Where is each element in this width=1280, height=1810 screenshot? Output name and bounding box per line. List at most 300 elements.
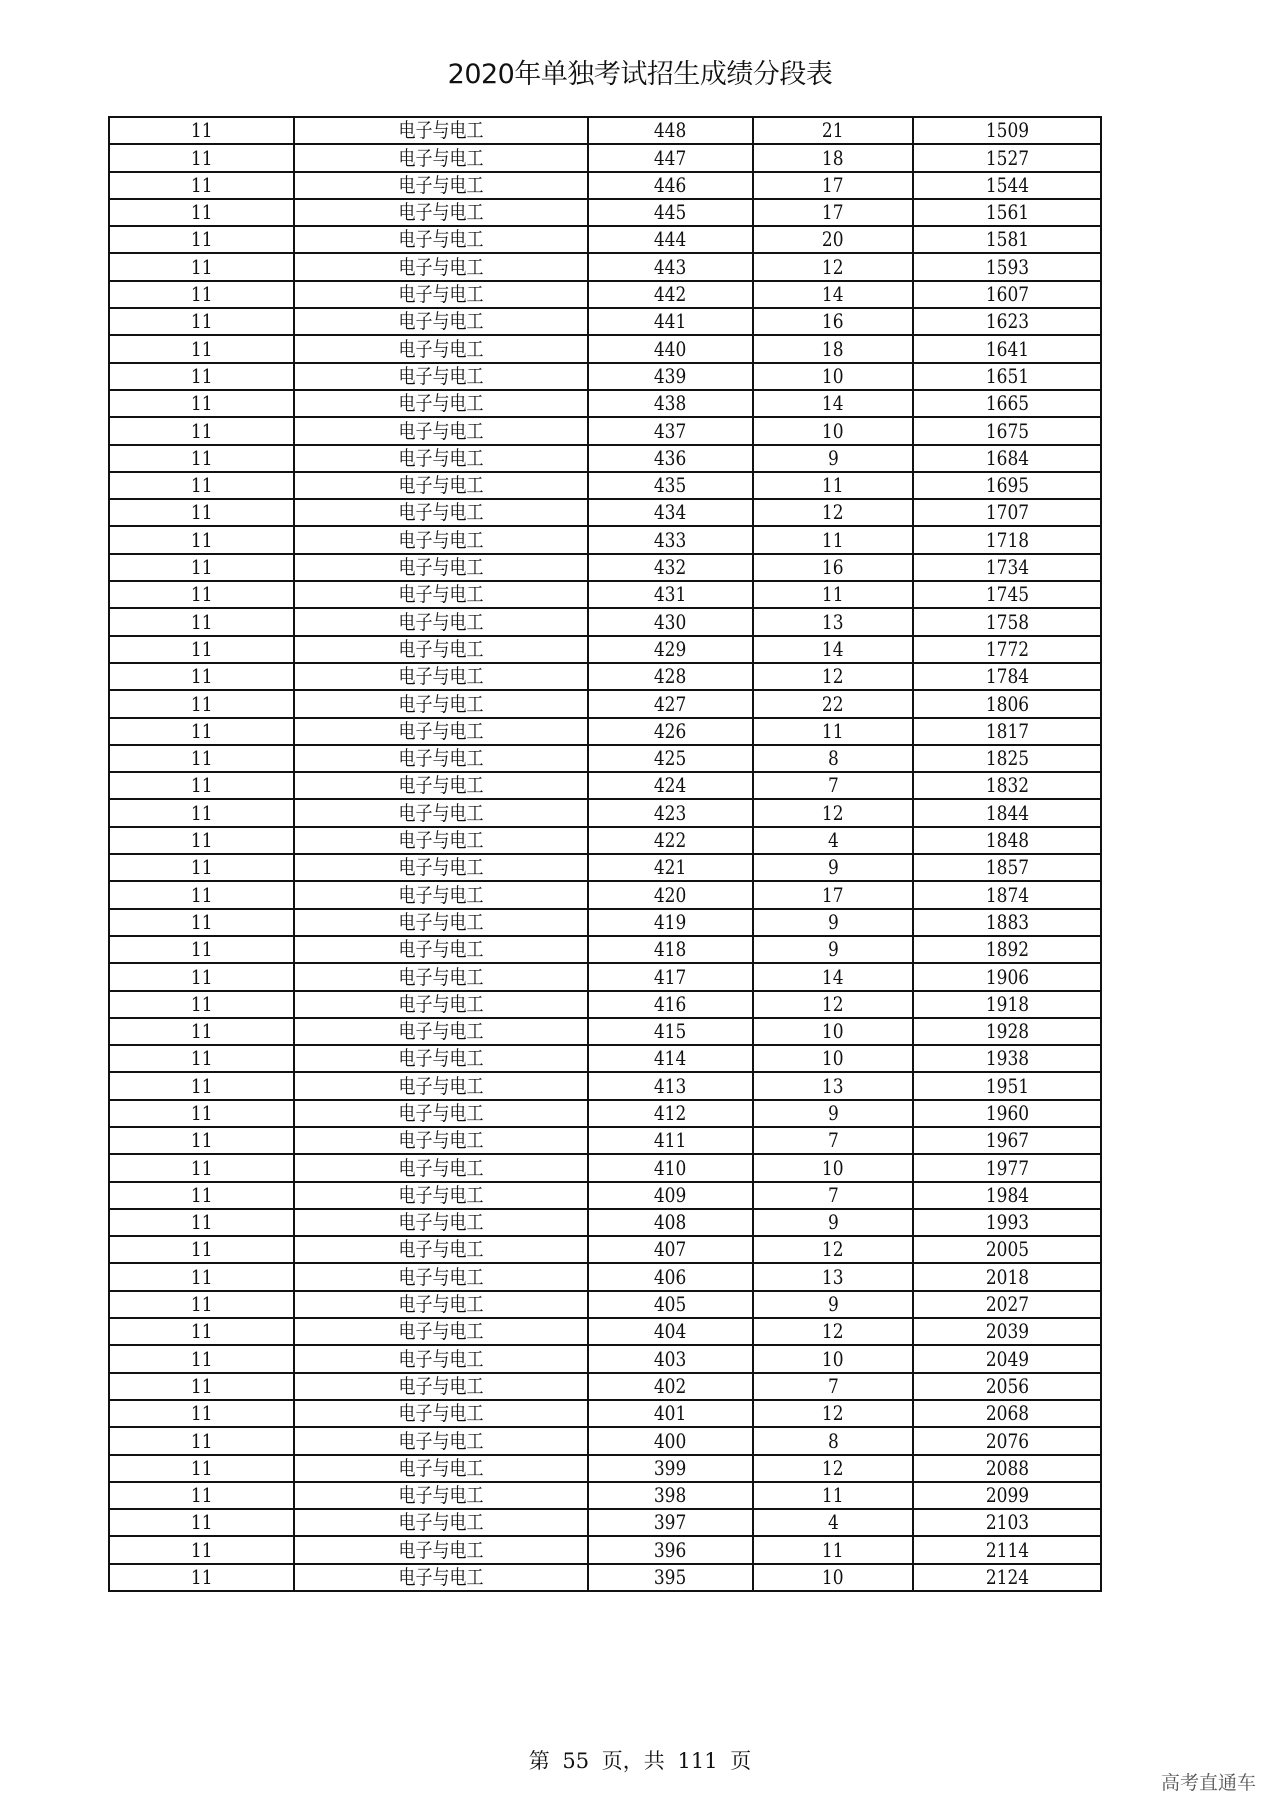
subject-cell-text: 电子与电工 [398,145,484,170]
subject-cell-text: 电子与电工 [398,500,484,525]
cumulative-count-cell-text: 1544 [985,172,1029,197]
count-cell [753,199,913,226]
category-code-cell-text: 11 [190,336,213,361]
category-code-cell [109,608,294,635]
category-code-cell-text: 11 [190,691,213,716]
count-cell-text: 9 [827,1100,839,1125]
subject-cell-text: 电子与电工 [398,282,484,307]
subject-cell [294,499,588,526]
count-cell [753,1263,913,1290]
count-cell-text: 11 [822,1483,844,1508]
cumulative-count-cell [913,1291,1101,1318]
cumulative-count-cell [913,1018,1101,1045]
table-row [109,581,1101,608]
count-cell [753,1236,913,1263]
table-row [109,335,1101,362]
count-cell [753,1536,913,1563]
cumulative-count-cell [913,827,1101,854]
count-cell-text: 9 [827,445,839,470]
category-code-cell [109,1291,294,1318]
category-code-cell [109,1564,294,1591]
table-row [109,1182,1101,1209]
table-row [109,745,1101,772]
score-cell-text: 398 [654,1483,687,1508]
table-row [109,1318,1101,1345]
score-cell [588,963,753,990]
category-code-cell [109,144,294,171]
subject-cell-text: 电子与电工 [398,937,484,962]
subject-cell [294,390,588,417]
table-row [109,1291,1101,1318]
cumulative-count-cell-text: 1928 [985,1019,1029,1044]
score-cell-text: 405 [654,1292,687,1317]
category-code-cell-text: 11 [190,1319,213,1344]
subject-cell [294,226,588,253]
cumulative-count-cell [913,1263,1101,1290]
subject-cell [294,1154,588,1181]
subject-cell-text: 电子与电工 [398,1155,484,1180]
score-cell [588,718,753,745]
subject-cell [294,991,588,1018]
table-row [109,799,1101,826]
subject-cell [294,827,588,854]
count-cell-text: 11 [822,1537,844,1562]
cumulative-count-cell-text: 1883 [985,909,1029,934]
count-cell [753,608,913,635]
subject-cell [294,554,588,581]
count-cell-text: 7 [827,773,839,798]
category-code-cell [109,1182,294,1209]
count-cell-text: 17 [822,200,844,225]
score-cell [588,1427,753,1454]
cumulative-count-cell [913,991,1101,1018]
subject-cell-text: 电子与电工 [398,664,484,689]
cumulative-count-cell-text: 1607 [985,282,1029,307]
count-cell [753,417,913,444]
category-code-cell [109,363,294,390]
count-cell [753,1373,913,1400]
subject-cell [294,1018,588,1045]
score-cell-text: 443 [654,254,687,279]
count-cell [753,363,913,390]
score-cell-text: 440 [654,336,687,361]
score-cell [588,172,753,199]
cumulative-count-cell-text: 1832 [985,773,1029,798]
subject-cell-text: 电子与电工 [398,609,484,634]
cumulative-count-cell [913,144,1101,171]
subject-cell [294,608,588,635]
score-cell [588,909,753,936]
count-cell [753,1045,913,1072]
category-code-cell [109,772,294,799]
subject-cell-text: 电子与电工 [398,336,484,361]
subject-cell-text: 电子与电工 [398,773,484,798]
category-code-cell [109,799,294,826]
page-title: 2020年单独考试招生成绩分段表 [447,59,833,90]
subject-cell-text: 电子与电工 [398,1373,484,1398]
cumulative-count-cell-text: 1684 [985,445,1029,470]
subject-cell-text: 电子与电工 [398,828,484,853]
score-cell-text: 444 [654,227,687,252]
subject-cell [294,1536,588,1563]
cumulative-count-cell [913,1564,1101,1591]
table-row [109,199,1101,226]
score-cell [588,799,753,826]
score-cell [588,1182,753,1209]
subject-cell [294,199,588,226]
cumulative-count-cell-text: 1651 [985,363,1029,388]
score-table [108,116,1102,1592]
category-code-cell [109,1427,294,1454]
cumulative-count-cell-text: 1906 [985,964,1029,989]
cumulative-count-cell [913,881,1101,908]
count-cell [753,1154,913,1181]
score-cell-text: 399 [654,1455,687,1480]
cumulative-count-cell [913,554,1101,581]
subject-cell [294,718,588,745]
score-cell [588,335,753,362]
subject-cell [294,963,588,990]
count-cell [753,281,913,308]
cumulative-count-cell [913,1154,1101,1181]
table-row [109,554,1101,581]
cumulative-count-cell-text: 2088 [985,1455,1029,1480]
score-cell-text: 415 [654,1019,687,1044]
count-cell-text: 9 [827,937,839,962]
count-cell-text: 7 [827,1182,839,1207]
table-row [109,1400,1101,1427]
score-cell [588,117,753,144]
cumulative-count-cell-text: 1718 [985,527,1029,552]
score-cell [588,390,753,417]
cumulative-count-cell [913,1182,1101,1209]
count-cell [753,1318,913,1345]
subject-cell [294,144,588,171]
category-code-cell [109,963,294,990]
score-cell [588,253,753,280]
score-cell [588,1536,753,1563]
score-cell-text: 420 [654,882,687,907]
score-cell-text: 409 [654,1182,687,1207]
category-code-cell-text: 11 [190,1046,213,1071]
cumulative-count-cell [913,363,1101,390]
subject-cell-text: 电子与电工 [398,1455,484,1480]
category-code-cell-text: 11 [190,418,213,443]
subject-cell-text: 电子与电工 [398,800,484,825]
score-cell [588,1318,753,1345]
table-row [109,308,1101,335]
table-row [109,636,1101,663]
table-row [109,117,1101,144]
count-cell [753,1509,913,1536]
score-cell-text: 437 [654,418,687,443]
category-code-cell [109,526,294,553]
count-cell-text: 12 [822,991,844,1016]
cumulative-count-cell-text: 2018 [985,1264,1029,1289]
table-row [109,1045,1101,1072]
subject-cell-text: 电子与电工 [398,1128,484,1153]
score-cell-text: 413 [654,1073,687,1098]
score-cell [588,281,753,308]
count-cell-text: 12 [822,500,844,525]
count-cell [753,526,913,553]
table-row [109,1373,1101,1400]
score-cell-text: 410 [654,1155,687,1180]
score-cell-text: 439 [654,363,687,388]
count-cell-text: 7 [827,1373,839,1398]
count-cell [753,1564,913,1591]
subject-cell-text: 电子与电工 [398,555,484,580]
subject-cell-text: 电子与电工 [398,1237,484,1262]
table-row [109,991,1101,1018]
cumulative-count-cell [913,690,1101,717]
cumulative-count-cell [913,936,1101,963]
score-cell-text: 401 [654,1401,687,1426]
subject-cell [294,663,588,690]
cumulative-count-cell [913,1536,1101,1563]
score-cell-text: 403 [654,1346,687,1371]
category-code-cell [109,991,294,1018]
cumulative-count-cell [913,1236,1101,1263]
score-cell [588,417,753,444]
category-code-cell-text: 11 [190,828,213,853]
cumulative-count-cell-text: 1581 [985,227,1029,252]
table-row [109,854,1101,881]
count-cell [753,581,913,608]
cumulative-count-cell [913,499,1101,526]
cumulative-count-cell [913,1373,1101,1400]
subject-cell [294,1564,588,1591]
count-cell [753,718,913,745]
subject-cell-text: 电子与电工 [398,1565,484,1590]
count-cell-text: 18 [822,336,844,361]
table-row [109,963,1101,990]
cumulative-count-cell [913,1045,1101,1072]
category-code-cell [109,253,294,280]
score-cell-text: 428 [654,664,687,689]
cumulative-count-cell-text: 2049 [985,1346,1029,1371]
category-code-cell-text: 11 [190,909,213,934]
score-cell [588,1400,753,1427]
score-cell-text: 445 [654,200,687,225]
score-cell [588,472,753,499]
count-cell [753,308,913,335]
subject-cell-text: 电子与电工 [398,882,484,907]
table-row [109,1509,1101,1536]
count-cell [753,1018,913,1045]
table-row [109,281,1101,308]
category-code-cell-text: 11 [190,1510,213,1535]
subject-cell [294,636,588,663]
category-code-cell [109,1318,294,1345]
cumulative-count-cell-text: 1844 [985,800,1029,825]
category-code-cell [109,1536,294,1563]
count-cell [753,1455,913,1482]
count-cell [753,226,913,253]
category-code-cell [109,1345,294,1372]
score-cell-text: 430 [654,609,687,634]
category-code-cell [109,499,294,526]
count-cell-text: 12 [822,664,844,689]
subject-cell-text: 电子与电工 [398,1019,484,1044]
score-cell [588,1482,753,1509]
category-code-cell-text: 11 [190,1483,213,1508]
score-cell [588,881,753,908]
table-row [109,445,1101,472]
subject-cell [294,472,588,499]
score-cell-text: 423 [654,800,687,825]
category-code-cell [109,335,294,362]
score-cell [588,854,753,881]
table-row [109,499,1101,526]
count-cell [753,663,913,690]
category-code-cell [109,1154,294,1181]
category-code-cell [109,745,294,772]
count-cell-text: 10 [822,1565,844,1590]
cumulative-count-cell-text: 1848 [985,828,1029,853]
score-cell [588,663,753,690]
score-cell-text: 404 [654,1319,687,1344]
category-code-cell-text: 11 [190,172,213,197]
cumulative-count-cell-text: 1892 [985,937,1029,962]
cumulative-count-cell-text: 2039 [985,1319,1029,1344]
count-cell [753,144,913,171]
category-code-cell-text: 11 [190,254,213,279]
table-row [109,1072,1101,1099]
category-code-cell-text: 11 [190,800,213,825]
count-cell [753,936,913,963]
score-cell [588,1345,753,1372]
count-cell [753,745,913,772]
count-cell-text: 10 [822,1046,844,1071]
category-code-cell-text: 11 [190,445,213,470]
cumulative-count-cell-text: 1967 [985,1128,1029,1153]
subject-cell-text: 电子与电工 [398,636,484,661]
cumulative-count-cell-text: 1561 [985,200,1029,225]
count-cell [753,772,913,799]
table-row [109,1209,1101,1236]
subject-cell [294,281,588,308]
cumulative-count-cell [913,663,1101,690]
category-code-cell [109,1018,294,1045]
score-cell [588,745,753,772]
cumulative-count-cell [913,963,1101,990]
subject-cell [294,772,588,799]
subject-cell [294,854,588,881]
cumulative-count-cell-text: 1707 [985,500,1029,525]
subject-cell [294,581,588,608]
subject-cell-text: 电子与电工 [398,445,484,470]
category-code-cell-text: 11 [190,1100,213,1125]
category-code-cell [109,390,294,417]
count-cell-text: 13 [822,1264,844,1289]
count-cell-text: 16 [822,555,844,580]
subject-cell-text: 电子与电工 [398,909,484,934]
subject-cell [294,1345,588,1372]
subject-cell [294,936,588,963]
score-cell [588,499,753,526]
score-cell [588,1154,753,1181]
count-cell [753,390,913,417]
score-cell [588,1127,753,1154]
cumulative-count-cell [913,854,1101,881]
score-cell [588,226,753,253]
table-row [109,718,1101,745]
score-cell-text: 442 [654,282,687,307]
category-code-cell [109,554,294,581]
count-cell [753,991,913,1018]
cumulative-count-cell [913,909,1101,936]
subject-cell-text: 电子与电工 [398,473,484,498]
count-cell-text: 14 [822,636,844,661]
category-code-cell [109,226,294,253]
subject-cell-text: 电子与电工 [398,1100,484,1125]
subject-cell-text: 电子与电工 [398,1319,484,1344]
score-cell-text: 438 [654,391,687,416]
table-row [109,144,1101,171]
score-cell [588,445,753,472]
cumulative-count-cell-text: 1745 [985,582,1029,607]
category-code-cell-text: 11 [190,1019,213,1044]
score-table-body [109,117,1101,1591]
category-code-cell-text: 11 [190,937,213,962]
cumulative-count-cell-text: 1675 [985,418,1029,443]
score-cell [588,199,753,226]
score-cell-text: 397 [654,1510,687,1535]
category-code-cell [109,636,294,663]
cumulative-count-cell-text: 1918 [985,991,1029,1016]
category-code-cell-text: 11 [190,1292,213,1317]
count-cell [753,799,913,826]
subject-cell-text: 电子与电工 [398,746,484,771]
count-cell-text: 12 [822,1401,844,1426]
subject-cell-text: 电子与电工 [398,1428,484,1453]
score-cell [588,1236,753,1263]
subject-cell-text: 电子与电工 [398,1182,484,1207]
subject-cell-text: 电子与电工 [398,391,484,416]
subject-cell [294,445,588,472]
category-code-cell-text: 11 [190,391,213,416]
cumulative-count-cell [913,1482,1101,1509]
cumulative-count-cell-text: 1784 [985,664,1029,689]
subject-cell [294,1209,588,1236]
subject-cell-text: 电子与电工 [398,1537,484,1562]
table-row [109,253,1101,280]
score-cell [588,1045,753,1072]
category-code-cell-text: 11 [190,1128,213,1153]
subject-cell [294,909,588,936]
subject-cell [294,881,588,908]
subject-cell-text: 电子与电工 [398,1483,484,1508]
cumulative-count-cell [913,390,1101,417]
cumulative-count-cell-text: 1509 [985,118,1029,143]
count-cell-text: 10 [822,1019,844,1044]
subject-cell-text: 电子与电工 [398,1264,484,1289]
count-cell [753,1291,913,1318]
page-number: 第 55 页，共 111 页 [528,1749,752,1773]
cumulative-count-cell-text: 1938 [985,1046,1029,1071]
table-row [109,827,1101,854]
category-code-cell [109,281,294,308]
category-code-cell-text: 11 [190,1565,213,1590]
count-cell-text: 16 [822,309,844,334]
subject-cell [294,1263,588,1290]
cumulative-count-cell [913,1400,1101,1427]
score-cell-text: 425 [654,746,687,771]
cumulative-count-cell [913,1209,1101,1236]
subject-cell [294,1127,588,1154]
cumulative-count-cell-text: 1874 [985,882,1029,907]
